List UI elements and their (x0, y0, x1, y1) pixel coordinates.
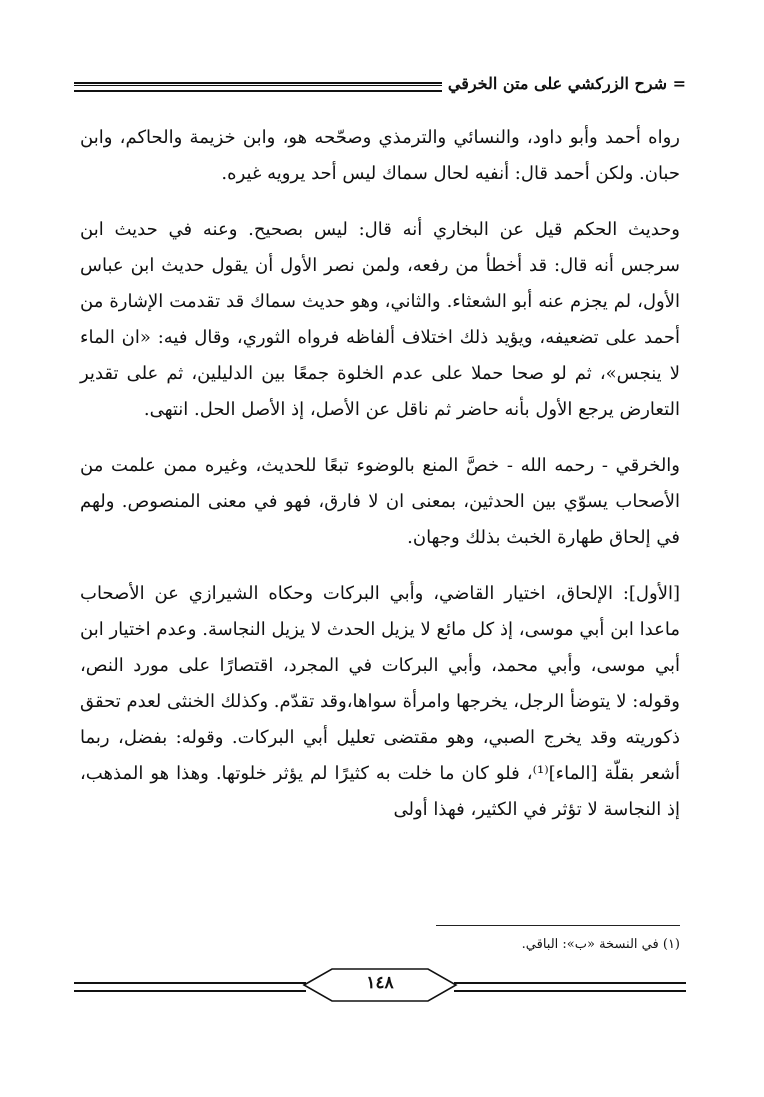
paragraph: [الأول]: الإلحاق، اختيار القاضي، وأبي البركات وحكاه الشيرازي عن الأصحاب ماعدا ابن أبي موسى، إذ كل مائع لا يزيل الحدث لا يزيل النجاسة. وعدم اختيار ابن أبي موسى، وأبي محمد، وأبي البركات في المجرد، اقتصارًا على مورد النص، وقوله: لا يتوضأ الرجل، يخرجها وامرأة سواها،وقد تقدّم. وكذلك الخنثى لعدم تحقق ذكوريته وقد يخرج الصبي، وهو مقتضى تعليل أبي البركات. وقوله: بفضل، ربما أشعر بقلّة [الماء]⁽¹⁾، فلو كان ما خلت به كثيرًا لم يؤثر خلوتها. وهذا هو المذهب، إذ النجاسة لا تؤثر في الكثير، فهذا أولى (80, 583, 681, 820)
footer-rule-left (74, 982, 306, 992)
header-title: = شرح الزركشي على متن الخرقي (447, 74, 686, 93)
page-footer (74, 967, 686, 1007)
footer-rule-right (454, 982, 686, 992)
footnote: (١) في النسخة «ب»: الباقي. (521, 937, 680, 952)
main-text (80, 120, 680, 848)
page-number: ١٤٨ (366, 973, 394, 993)
paragraph: رواه أحمد وأبو داود، والنسائي والترمذي وصحّحه هو، وابن خزيمة والحاكم، وابن حبان. ولكن أحمد قال: أنفيه لحال سماك ليس أحد يرويه غيره. (80, 127, 680, 184)
header-rule (74, 82, 442, 92)
paragraph: والخرقي - رحمه الله - خصَّ المنع بالوضوء تبعًا للحديث، وغيره ممن علمت من الأصحاب يسوّي بين الحدثين، بمعنى ان لا فارق، فهو في معنى المنصوص. ولهم في إلحاق طهارة الخبث بذلك وجهان. (80, 455, 680, 548)
running-header (74, 70, 686, 104)
paragraph: وحديث الحكم قيل عن البخاري أنه قال: ليس بصحيح. وعنه في حديث ابن سرجس أنه قال: قد أخطأ من رفعه، ولمن نصر الأول أن يقول حديث ابن عباس الأول، لم يجزم عنه أبو الشعثاء. والثاني، وهو حديث سماك قد تقدمت الإشارة من أحمد على تضعيفه، ويؤيد ذلك اختلاف ألفاظه فرواه الثوري، وقال فيه: «ان الماء لا ينجس»، ثم لو صحا حملا على عدم الخلوة جمعًا بين الدليلين، ثم على تقدير التعارض يرجع الأول بأنه حاضر ثم ناقل عن الأصل، إذ الأصل الحل. انتهى. (80, 219, 680, 420)
footnote-rule (436, 925, 680, 926)
